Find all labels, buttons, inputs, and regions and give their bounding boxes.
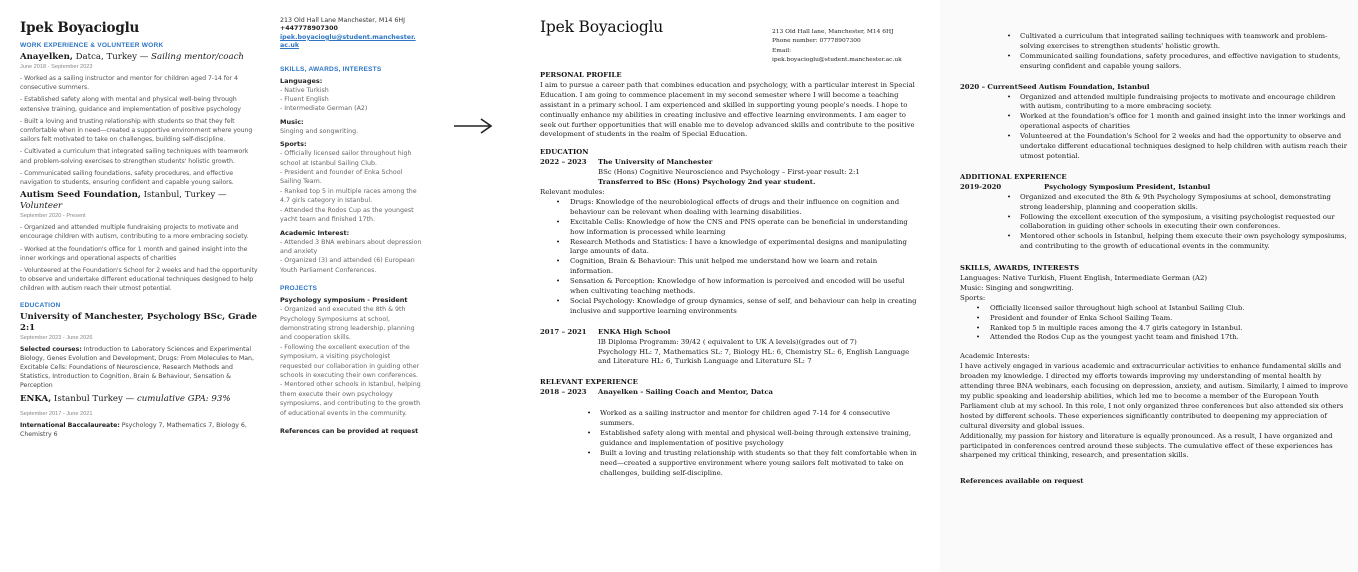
school-row — [540, 328, 922, 338]
list-item: - President and founder of Enka School Sailing Team. — [280, 169, 403, 186]
exp-years: 2018 – 2023 — [540, 388, 587, 397]
list-item: • Organized and attended multiple fundraising projects to motivate and encourage children with autism, contributing to a more embracing society. — [1018, 93, 1352, 113]
list-item: • Attended the Rodos Cup as the youngest yacht team and finished 17th. — [986, 333, 1352, 343]
revised-cv-page-2 — [940, 0, 1358, 572]
list-item: • Social Psychology: Knowledge of group dynamics, sense of self, and behaviour can help in creating inclusive and supportive learning environments — [566, 297, 922, 317]
references-note: References available on request — [960, 477, 1084, 486]
work-section-heading: WORK EXPERIENCE & VOLUNTEER WORK — [20, 42, 164, 49]
school-detail: IB Diploma Programm: 39/42 ( equivalent to UK A levels)(grades out of 7) — [598, 337, 857, 346]
list-item: - Intermediate German (A2) — [280, 105, 368, 113]
phone: +447778907300 — [280, 25, 338, 33]
school-name: ENKA High School — [598, 327, 671, 336]
exp-title: Anayelken - Sailing Coach and Mentor, Datca — [598, 388, 774, 397]
sports-label: Sports: — [280, 140, 307, 149]
uni-row — [540, 158, 922, 168]
list-item: • President and founder of Enka School Sailing Team. — [986, 314, 1352, 324]
autism-list — [960, 93, 1352, 162]
project-title: Psychology symposium - President — [280, 296, 408, 305]
job-bullets — [20, 74, 260, 187]
languages-line: Languages: Native Turkish, Fluent English, Intermediate German (A2) — [960, 274, 1208, 283]
music-label: Music: — [280, 117, 304, 126]
original-cv — [0, 0, 430, 572]
music-line: Music: Singing and songwriting. — [960, 283, 1074, 292]
list-item: • Established safety along with mental and physical well-being through extensive training, guidance and implementation of positive psychology — [598, 429, 922, 449]
list-item: • Mentored other schools in Istanbul, helping them execute their own psychology symposiums, and contributing to the growth of educational events in the community. — [1018, 232, 1352, 252]
list-item: • Cultivated a curriculum that integrated sailing techniques with teamwork and problem-solving exercises to strengthen students' holistic growth. — [1018, 32, 1352, 52]
sports-label: Sports: — [960, 293, 986, 302]
profile-heading: PERSONAL PROFILE — [540, 71, 622, 79]
modules-label: Relevant modules: — [540, 187, 605, 196]
revised-cv-page-1 — [532, 0, 928, 572]
languages-label: Languages: — [280, 76, 323, 85]
uni-detail: BSc (Hons) Cognitive Neuroscience and Psychology – First-year result: 2:1 — [598, 168, 860, 177]
left-side-column — [280, 17, 422, 435]
list-item: • Sensation & Perception: Knowledge of how information is perceived and encoded will be useful when cultivating teaching methods. — [566, 277, 922, 297]
list-item: • Worked as a sailing instructor and mentor for children aged 7-14 for 4 consecutive summers. — [598, 409, 922, 429]
bullet: - Volunteered at the Foundation's School for 2 weeks and had the opportunity to observe and undertake different educational techniques designed to help children with autism reach their utmost potential. — [20, 267, 258, 293]
projects-section-heading: PROJECTS — [280, 285, 318, 293]
job-dates: June 2018 - September 2023 — [20, 64, 93, 70]
education-heading: EDUCATION — [540, 148, 589, 157]
bullet: - Built a loving and trusting relationship with students so that they felt comfortable when in need—created a supportive environment where young sailors felt motivated to take on challenges, building self-discipline. — [20, 117, 253, 144]
additional-heading: ADDITIONAL EXPERIENCE — [960, 172, 1067, 181]
bullet: - Cultivated a curriculum that integrated sailing techniques with teamwork and problem-solving exercises to strengthen students' holistic growth. — [20, 148, 249, 165]
contact-block — [772, 28, 902, 66]
symp-list — [960, 193, 1352, 252]
list-item: - Native Turkish — [280, 86, 329, 94]
page1-body — [540, 62, 922, 479]
list-item: • Worked at the foundation's office for 1 month and gained insight into the inner workings and operational aspects of charities — [1018, 112, 1352, 132]
autism-title: Seed Autism Foundation, Istanbul — [1018, 82, 1150, 91]
bullet: - Organized and attended multiple fundraising projects to motivate and encourage children with autism, contributing to a more embracing society. — [20, 224, 249, 241]
experience-heading: RELEVANT EXPERIENCE — [540, 378, 638, 387]
sports-list — [960, 304, 1352, 344]
symp-years: 2019-2020 — [960, 182, 1002, 191]
cv-name: Ipek Boyacioglu — [540, 18, 664, 36]
cv-name: Ipek Boyacioglu — [20, 20, 140, 36]
skills-heading: SKILLS, AWARDS, INTERESTS — [960, 264, 1080, 273]
profile-text: I aim to pursue a career path that combines education and psychology, with a particular interest in Special Education. I am going to commence placement in my second semester where I will become a teaching assistant in a primary school. I am experienced and skilled in supporting young people's needs. I hope to continually enhance my abilities in creating inclusive and effective learning environments. I am eager to seek out further opportunities that will enable me to develop advanced skills and contribute to the positive development of students in the realm of Special Education. — [540, 80, 915, 139]
email-link[interactable]: ac.uk — [280, 42, 300, 50]
exp-row — [540, 388, 922, 398]
bullet: - Worked as a sailing instructor and mentor for children aged 7-14 for 4 consecutive summers. — [20, 75, 238, 92]
list-item: • Research Methods and Statistics: I have a knowledge of experimental designs and manipulating large amounts of data. — [566, 238, 922, 258]
list-item: • Drugs: Knowledge of the neurobiological effects of drugs and their influence on cognition and behaviour can be relevant when dealing with learning disabilities. — [566, 198, 922, 218]
list-item: • Communicated sailing foundations, safety procedures, and effective navigation to students, ensuring confident and capable young sailors. — [1018, 52, 1352, 72]
list-item: - Following the excellent execution of the symposium, a visiting psychologist requested our collaboration in guiding other schools in executing their own conferences. — [280, 343, 420, 379]
list-item: • Built a loving and trusting relationship with students so that they felt comfortable when in need—created a supportive environment where young sailors felt motivated to take on challenges, building self-discipline. — [598, 449, 922, 479]
list-item: - Fluent English — [280, 96, 329, 104]
list-item: Singing and songwriting. — [280, 127, 359, 135]
edu-ib: International Baccalaureate: Psychology 7, Mathematics 7, Biology 6, Chemistry 6 — [20, 421, 247, 438]
address: 213 Old Hall Lane Manchester, M14 6HJ — [280, 17, 405, 24]
symp-row — [960, 183, 1352, 193]
list-item: • Ranked top 5 in multiple races among the 4.7 girls category in Istanbul. — [986, 324, 1352, 334]
list-item: - Ranked top 5 in multiple races among the 4.7 girls category in Istanbul. — [280, 187, 417, 205]
references-note: References can be provided at request — [280, 428, 419, 435]
email-link[interactable]: ipek.boyacioglu@student.manchester. — [280, 33, 416, 41]
academic-text: Additionally, my passion for history and literature is equally pronounced. As a result, I have organized and participated in conferences centred around these subjects. The cumulative effect of these experiences has sharpened my critical thinking, research, and presentation skills. — [960, 431, 1333, 460]
email: ipek.boyacioglu@student.manchester.ac.uk — [772, 57, 902, 64]
edu-title: University of Manchester, Psychology BSc, Grade 2:1 — [20, 311, 258, 333]
page2-body — [960, 32, 1352, 487]
bullet: - Established safety along with mental and physical well-being through extensive training, guidance and implementation of positive psychology — [20, 96, 241, 113]
right-arrow-icon — [452, 114, 496, 138]
list-item: • Following the excellent execution of the symposium, a visiting psychologist requested our collaboration in guiding other schools in executing their own conferences. — [1018, 213, 1352, 233]
bullet: - Worked at the foundation's office for 1 month and gained insight into the inner workings and operational aspects of charities — [20, 245, 248, 262]
job-title: Anayelken, Datca, Turkey — Sailing mentor/coach — [20, 52, 244, 62]
symp-title: Psychology Symposium President, Istanbul — [1044, 182, 1211, 191]
list-item: • Cognition, Brain & Behaviour: This unit helped me understand how we learn and retain information. — [566, 257, 922, 277]
list-item: - Attended the Rodos Cup as the youngest yacht team and finished 17th. — [280, 206, 414, 224]
uni-years: 2022 – 2023 — [540, 158, 587, 167]
edu-dates: September 2023 - June 2026 — [20, 334, 93, 341]
list-item: - Organized and executed the 8th & 9th Psychology Symposiums at school, demonstrating strong leadership, planning and cooperation skills. — [280, 306, 415, 342]
uni-name: The University of Manchester — [598, 158, 713, 167]
list-item: • Excitable Cells: Knowledge of how the CNS and PNS operate can be beneficial in understanding how information is processed while learning — [566, 218, 922, 238]
edu-title: ENKA, Istanbul Turkey — cumulative GPA: 93% — [20, 393, 231, 404]
phone: Phone number: 07778907300 — [772, 38, 861, 45]
education-section-heading: EDUCATION — [20, 301, 61, 309]
email-label: Email: — [772, 47, 792, 54]
school-years: 2017 – 2021 — [540, 327, 587, 336]
modules-list — [540, 198, 922, 317]
uni-detail: Transferred to BSc (Hons) Psychology 2nd year student. — [598, 178, 816, 187]
list-item: - Mentored other schools in Istanbul, helping them execute their own psychology symposiums, and contributing to the growth of educational events in the community. — [280, 381, 421, 417]
list-item: - Attended 3 BNA webinars about depression and anxiety — [280, 238, 422, 255]
left-main-column — [20, 20, 260, 442]
edu-courses: Selected courses: Introduction to Laboratory Sciences and Experimental Biology, Genes Evolution and Development, Drugs: From Molecules to Man, Excitable Cells: Foundations of Neuroscience, Research Methods and Statistics, Introduction to Cognition, Brain & Behaviour, Sensation & Perception — [20, 345, 254, 390]
academic-label: Academic Interest: — [280, 228, 350, 237]
academic-text: I have actively engaged in various academic and extracurricular activities to enhance fundamental skills and broaden my knowledge. I directed my efforts towards improving my understanding of mental health by attending three BNA webinars, each focusing on depression, anxiety, and autism. Similarly, I aimed to improve my public speaking and leadership abilities, which led me to become a member of the European Youth Parliament club at my school. In this role, I not only organized three conferences but also attended six others hosted by different schools. These experiences significantly contributed to deepening my appreciation of cultural diversity and global issues. — [960, 362, 1348, 430]
list-item: - Organized (3) and attended (6) European Youth Parliament Conferences. — [280, 257, 415, 274]
school-detail: Psychology HL: 7, Mathematics SL: 7, Biology HL: 6, Chemistry SL: 6, English Language and Literature HL: 6, Turkish Language and Literature SL: 7 — [598, 347, 910, 366]
list-item: • Organized and executed the 8th & 9th Psychology Symposiums at school, demonstrating strong leadership, planning and cooperation skills. — [1018, 193, 1352, 213]
address: 213 Old Hall lane, Manchester, M14 6HJ — [772, 29, 894, 35]
autism-years: 2020 – Current — [960, 82, 1018, 91]
contact-block — [280, 17, 422, 51]
list-item: • Volunteered at the Foundation's School for 2 weeks and had the opportunity to observe and undertake different educational techniques designed to help children with autism reach their utmost potential. — [1018, 132, 1352, 162]
exp-list-continued — [960, 32, 1352, 72]
job-bullets — [20, 223, 260, 293]
job-title: Autism Seed Foundation, Istanbul, Turkey — Volunteer — [20, 190, 227, 212]
bullet: - Communicated sailing foundations, safety procedures, and effective navigation to students, ensuring confident and capable young sailors. — [20, 169, 234, 187]
list-item: • Officially licensed sailor throughout high school at Istanbul Sailing Club. — [986, 304, 1352, 314]
exp-list — [540, 409, 922, 478]
academic-label: Academic Interests: — [960, 352, 1030, 361]
edu-dates: September 2017 - June 2021 — [20, 410, 93, 417]
skills-section-heading: SKILLS, AWARDS, INTERESTS — [280, 65, 382, 73]
list-item: - Officially licensed sailor throughout high school at Istanbul Sailing Club. — [280, 150, 412, 167]
autism-row — [960, 83, 1352, 93]
job-dates: September 2020 - Present — [20, 213, 86, 220]
